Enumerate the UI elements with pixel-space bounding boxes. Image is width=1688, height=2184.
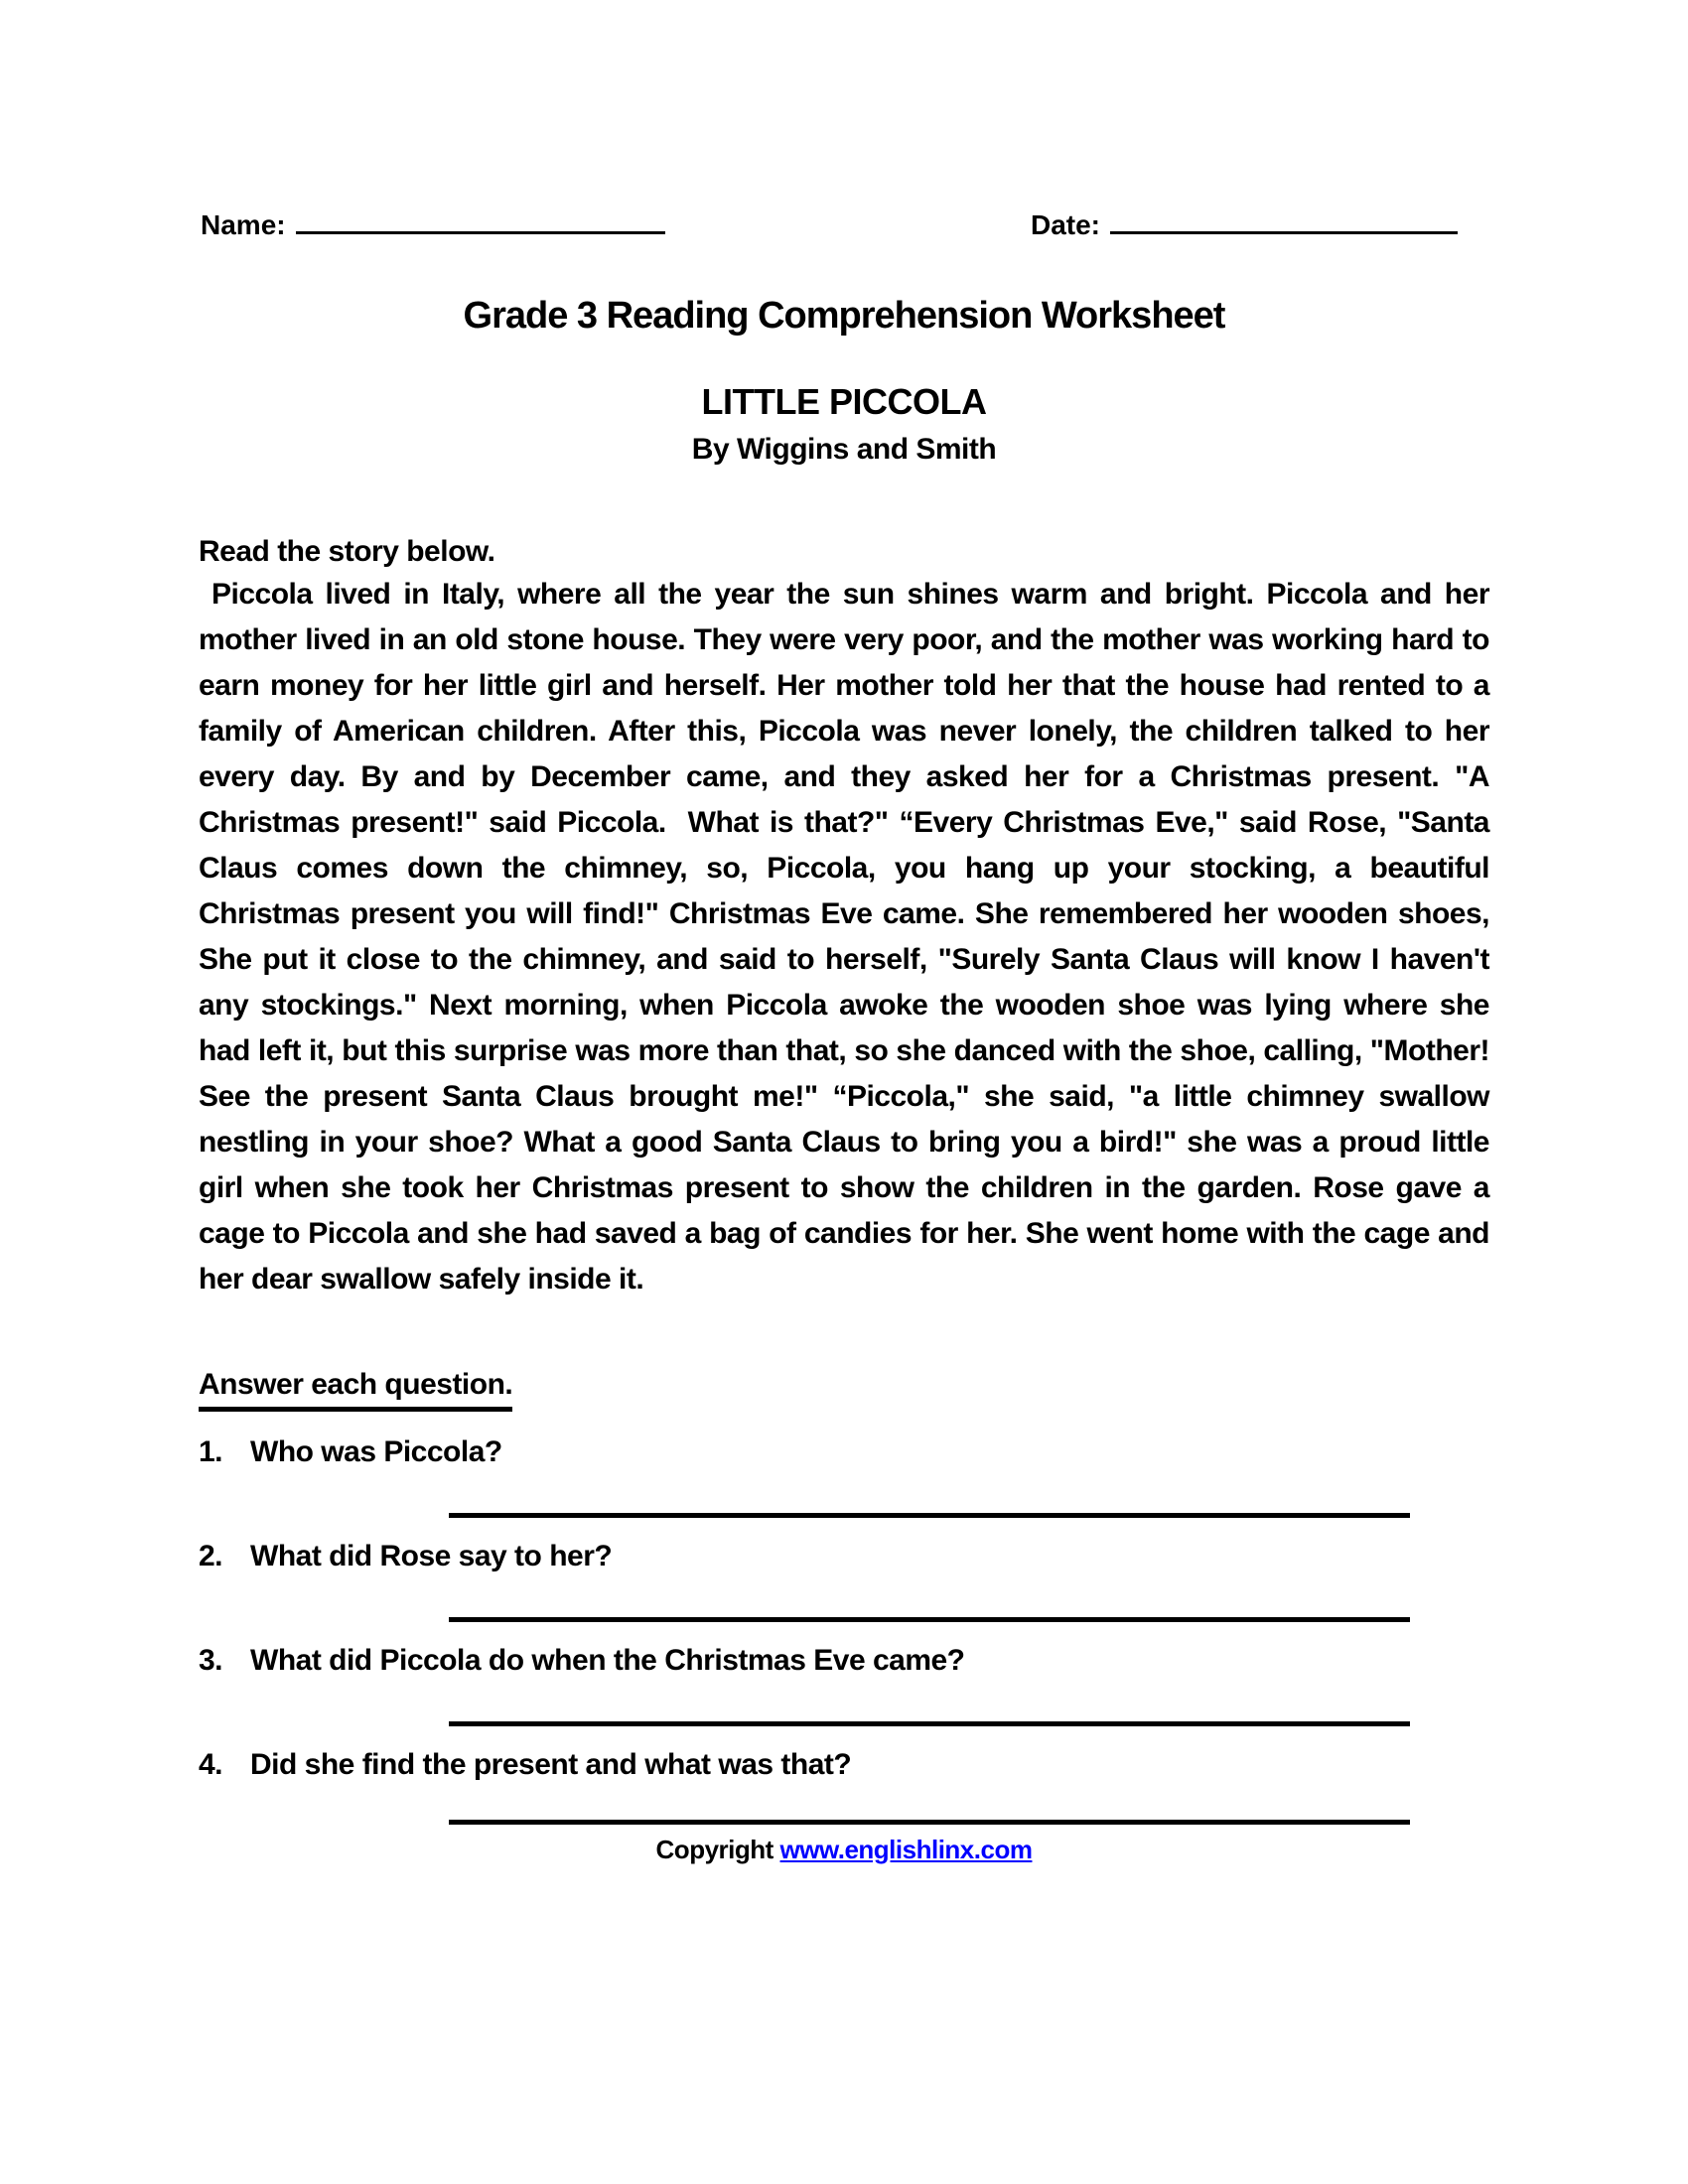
name-label: Name: (201, 208, 286, 240)
question-4 (199, 1746, 1688, 1784)
question-3-text: What did Piccola do when the Christmas Eve came? (250, 1643, 965, 1677)
answer-line-2 (449, 1617, 1410, 1622)
date-blank-line (1110, 204, 1458, 234)
answer-line-4 (449, 1820, 1410, 1825)
question-1-number: 1. (199, 1434, 223, 1468)
answer-line-3 (449, 1721, 1410, 1726)
question-2-number: 2. (199, 1539, 223, 1572)
copyright-link[interactable]: www.englishlinx.com (779, 1834, 1033, 1864)
question-2-text: What did Rose say to her? (250, 1539, 613, 1572)
question-3 (199, 1642, 1688, 1680)
name-field (201, 204, 665, 242)
byline: By Wiggins and Smith (691, 432, 997, 466)
question-1 (199, 1433, 1688, 1471)
answer-line-1 (449, 1513, 1410, 1518)
question-2 (199, 1538, 1688, 1575)
question-4-text: Did she find the present and what was that? (250, 1747, 852, 1781)
read-instructions: Read the story below. (199, 534, 495, 568)
question-4-number: 4. (199, 1747, 223, 1781)
questions-heading: Answer each question. (199, 1366, 512, 1412)
name-blank-line (296, 204, 665, 234)
question-3-number: 3. (199, 1643, 223, 1677)
questions-heading-wrap (199, 1366, 1688, 1412)
footer (0, 1834, 1688, 1865)
story-title: LITTLE PICCOLA (701, 380, 987, 422)
worksheet-title: Grade 3 Reading Comprehension Worksheet (463, 294, 1225, 337)
date-field (1031, 204, 1458, 242)
date-label: Date: (1030, 208, 1100, 240)
question-1-text: Who was Piccola? (250, 1434, 502, 1468)
header-row (0, 204, 1688, 242)
story-text: Piccola lived in Italy, where all the year the sun shines warm and bright. Piccola and her mother lived in an old stone house. They were very poor, and the mother was working hard to earn money for her little girl and herself. Her mother told her that the house had rented to a family of American children. After this, Piccola was never lonely, the children talked to her every day. By and by December came, and they asked her for a Christmas present. "A Christmas present!" said Piccola. What is that?" “Every Christmas Eve," said Rose, "Santa Claus comes down the chimney, so, Piccola, you hang up your stocking, a beautiful Christmas present you will find!" Christmas Eve came. She remembered her wooden shoes, She put it close to the chimney, and said to herself, "Surely Santa Claus will know I haven't any stockings." Next morning, when Piccola awoke the wooden shoe was lying where she had left it, but this surprise was more than that, so she danced with the shoe, calling, "Mother! See the present Santa Claus brought me!" “Piccola," she said, "a little chimney swallow nestling in your shoe? What a good Santa Claus to bring you a bird!" she was a proud little girl when she took her Christmas present to show the children in the garden. Rose gave a cage to Piccola and she had saved a bag of candies for her. She went home with the cage and her dear swallow safely inside it. (199, 577, 1497, 1296)
copyright-label: Copyright (655, 1834, 780, 1864)
